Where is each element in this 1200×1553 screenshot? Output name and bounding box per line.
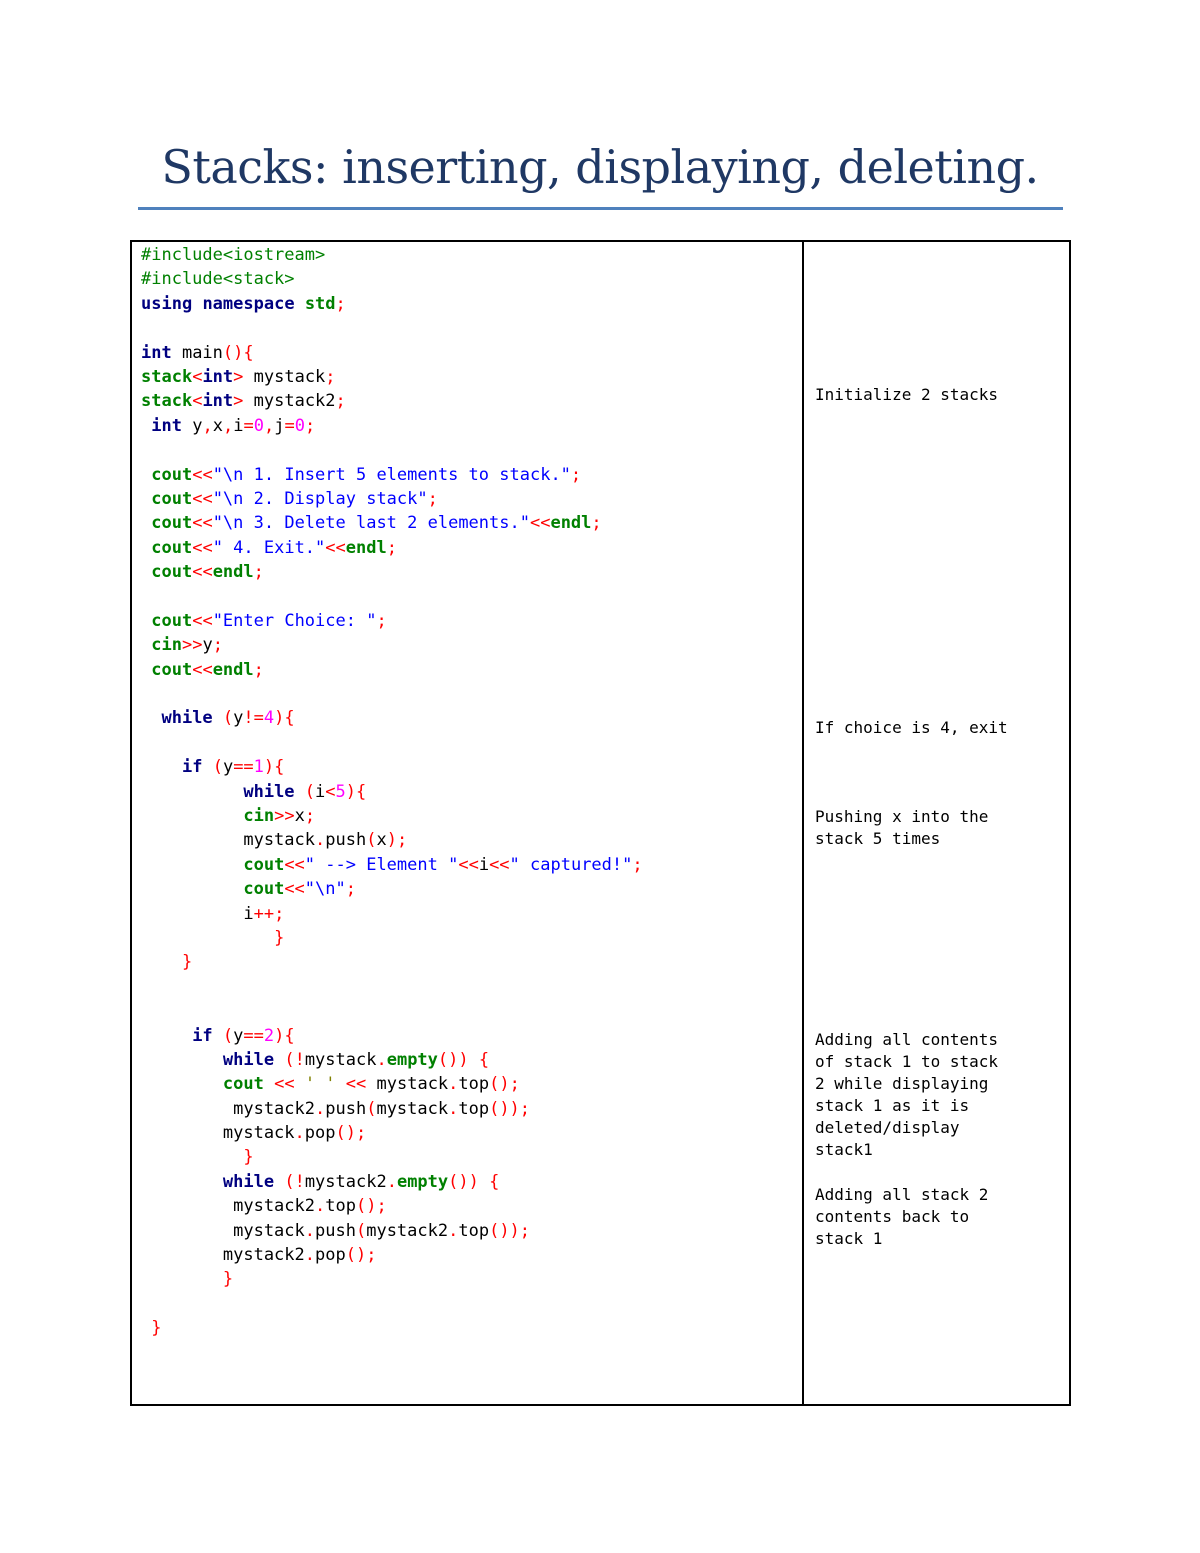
code-token: stack [141, 391, 193, 412]
code-token: . [304, 1220, 316, 1241]
code-token: 0 [253, 415, 264, 436]
code-token: top [458, 1074, 490, 1095]
code-token: << [284, 879, 305, 900]
code-token [469, 1050, 479, 1070]
code-token: >> [274, 805, 295, 826]
code-token [202, 757, 212, 777]
code-token: y [233, 1025, 244, 1046]
code-token: ; [304, 415, 316, 436]
code-token: ){ [263, 757, 285, 778]
code-line [141, 414, 643, 438]
code-token: ()); [489, 1098, 531, 1119]
code-token: ; [570, 464, 582, 485]
code-token: << [489, 854, 510, 875]
code-token: ()) [448, 1171, 479, 1192]
code-token: mystack [141, 830, 315, 851]
code-token: mystack [304, 1049, 377, 1070]
code-token: i [141, 903, 254, 924]
code-token [141, 611, 151, 631]
code-token [141, 708, 161, 728]
code-token: ( [366, 830, 377, 851]
code-token: (); [489, 1074, 520, 1095]
code-line [141, 292, 643, 316]
annotation-note [815, 717, 1008, 739]
code-token: ; [335, 293, 346, 314]
code-token: . [294, 1123, 305, 1144]
code-line [141, 463, 643, 487]
code-token [336, 1074, 346, 1094]
code-token: , [222, 415, 234, 436]
code-token [141, 465, 151, 485]
code-token: top [325, 1196, 356, 1217]
code-token: x [212, 415, 223, 436]
code-line [141, 341, 643, 365]
code-token: cout [222, 1074, 264, 1095]
code-token: ()); [489, 1220, 531, 1241]
code-line [141, 1219, 643, 1243]
code-line [141, 853, 643, 877]
code-token [295, 294, 305, 314]
code-token: top [458, 1220, 490, 1241]
code-line [141, 487, 643, 511]
code-token: y [181, 415, 203, 436]
code-token: cout [151, 488, 193, 509]
code-token: mystack2 [366, 1220, 449, 1241]
code-token: ; [253, 659, 264, 680]
code-token [141, 1050, 223, 1070]
code-token [141, 660, 151, 680]
code-token: << [192, 464, 213, 485]
code-token [141, 1269, 223, 1289]
code-token: x [294, 805, 305, 826]
code-token [141, 1074, 223, 1094]
code-token: mystack2 [141, 1196, 315, 1217]
code-token: endl [212, 659, 254, 680]
page-title: Stacks: inserting, displaying, deleting. [161, 140, 1039, 194]
code-token: int [151, 415, 182, 436]
code-token: while [222, 1049, 275, 1070]
code-line [141, 438, 643, 462]
code-line [141, 1048, 643, 1072]
code-token: . [386, 1171, 397, 1192]
code-token: > [233, 391, 244, 412]
code-token: << [529, 513, 551, 534]
code-token: = [284, 415, 295, 436]
code-token [141, 538, 151, 558]
code-token: >> [181, 635, 203, 656]
code-token: << [192, 488, 213, 509]
code-token: " 4. Exit." [212, 537, 326, 558]
code-token: pop [304, 1123, 336, 1144]
code-token [141, 562, 151, 582]
code-token: } [243, 1147, 254, 1168]
code-line [141, 316, 643, 340]
code-token: mystack2 [141, 1245, 305, 1266]
code-token: j [274, 415, 285, 436]
code-line [141, 609, 643, 633]
code-line [141, 267, 643, 291]
code-token: != [243, 708, 264, 729]
code-token [141, 1318, 151, 1338]
code-line [141, 780, 643, 804]
code-token: i [478, 854, 490, 875]
code-token: . [448, 1220, 459, 1241]
code-token: . [315, 1196, 326, 1217]
code-token: endl [550, 513, 592, 534]
code-token: == [233, 757, 254, 778]
code-token: << [192, 537, 213, 558]
code-line [141, 633, 643, 657]
code-token [295, 782, 305, 802]
code-line [141, 1024, 643, 1048]
annotation-line: Pushing x into the [815, 807, 989, 826]
code-line [141, 999, 643, 1023]
code-token: . [315, 1098, 326, 1119]
code-token: } [151, 1318, 162, 1339]
code-line [141, 902, 643, 926]
annotation-note [815, 806, 988, 850]
code-token: ; [304, 805, 316, 826]
code-token: y [202, 635, 213, 656]
code-token: . [376, 1049, 387, 1070]
code-line [141, 658, 643, 682]
code-token: (! [284, 1171, 305, 1192]
code-token: << [345, 1074, 367, 1095]
annotation-line: deleted/display [815, 1118, 960, 1137]
code-token: cout [151, 659, 193, 680]
code-token: mystack [141, 1220, 305, 1241]
code-token: > [233, 366, 244, 387]
code-token: ); [386, 830, 408, 851]
code-line [141, 243, 643, 267]
code-token: ' ' [304, 1074, 336, 1095]
code-token [213, 1026, 223, 1046]
code-token: << [192, 562, 213, 583]
code-token: ( [355, 1220, 367, 1241]
code-token: ; [591, 513, 602, 534]
code-token: < [192, 366, 203, 387]
code-token: , [202, 415, 213, 436]
code-token: << [192, 513, 213, 534]
code-token: . [448, 1098, 459, 1119]
code-token: endl [212, 562, 254, 583]
code-token: { [478, 1049, 490, 1070]
code-token: 2 [263, 1025, 275, 1046]
code-token: << [192, 610, 213, 631]
code-token: x [376, 830, 387, 851]
code-line [141, 731, 643, 755]
code-token: "\n" [304, 879, 346, 900]
code-token: 1 [253, 757, 264, 778]
code-token: empty [396, 1171, 449, 1192]
code-token: ; [335, 391, 346, 412]
annotation-line: Adding all contents [815, 1030, 999, 1049]
code-token: 0 [294, 415, 305, 436]
code-token: if [192, 1025, 213, 1046]
code-token: = [243, 415, 254, 436]
code-token: #include<stack> [141, 269, 295, 290]
code-token [295, 1074, 305, 1094]
code-token: ){ [274, 1025, 295, 1046]
code-token: y [222, 757, 234, 778]
annotation-line: contents back to [815, 1207, 970, 1226]
code-token: ( [222, 708, 234, 729]
code-token: mystack [366, 1074, 449, 1095]
code-token: mystack2 [304, 1171, 387, 1192]
annotation-note [815, 1029, 998, 1161]
code-token: #include<iostream> [141, 245, 326, 265]
code-token: ( [366, 1098, 377, 1119]
code-token: int [202, 366, 234, 387]
code-token [274, 1172, 284, 1192]
code-line [141, 1316, 643, 1340]
code-token: mystack [376, 1098, 449, 1119]
code-line [141, 1267, 643, 1291]
code-token: cout [243, 879, 285, 900]
code-token [141, 416, 151, 436]
code-token: { [489, 1171, 500, 1192]
code-line [141, 584, 643, 608]
code-token: < [325, 781, 336, 802]
code-token: top [458, 1098, 490, 1119]
annotation-line: stack 1 as it is [815, 1096, 970, 1115]
code-token [141, 855, 243, 875]
title-underline [138, 207, 1063, 210]
code-line [141, 877, 643, 901]
code-token: cout [151, 537, 193, 558]
code-token [141, 952, 182, 972]
code-token: == [243, 1025, 264, 1046]
code-token: (); [355, 1196, 387, 1217]
code-line [141, 682, 643, 706]
code-token: (); [335, 1123, 367, 1144]
code-token: namespace [202, 293, 295, 314]
code-token [141, 1172, 223, 1192]
code-token: pop [315, 1245, 346, 1266]
code-token: cin [151, 635, 182, 656]
code-token: ){ [345, 781, 367, 802]
code-token: ( [212, 757, 223, 778]
code-line [141, 706, 643, 730]
code-token: "\n 1. Insert 5 elements to stack." [212, 464, 571, 485]
code-token: if [181, 757, 203, 778]
code-token: mystack2 [243, 391, 336, 412]
code-token: push [325, 830, 367, 851]
code-token: ; [345, 879, 356, 900]
code-line [141, 1072, 643, 1096]
code-token: ; [376, 610, 387, 631]
code-token [141, 513, 151, 533]
code-line [141, 1145, 643, 1169]
code-token: ; [253, 562, 264, 583]
code-token: (); [345, 1245, 377, 1266]
code-line [141, 389, 643, 413]
code-token: ()) [437, 1049, 469, 1070]
code-token [213, 708, 223, 728]
code-line [141, 536, 643, 560]
annotation-line: 2 while displaying [815, 1074, 989, 1093]
code-token: . [448, 1074, 459, 1095]
annotation-line: stack 5 times [815, 829, 941, 848]
code-line [141, 1170, 643, 1194]
code-token: ){ [274, 708, 295, 729]
code-line [141, 1194, 643, 1218]
code-line [141, 560, 643, 584]
code-token: cout [151, 610, 193, 631]
code-token [141, 489, 151, 509]
annotation-note [815, 384, 998, 406]
code-token: "\n 3. Delete last 2 elements." [212, 513, 530, 534]
code-token: , [263, 415, 275, 436]
code-token: cout [151, 513, 193, 534]
annotation-line: If choice is 4, exit [815, 718, 1008, 737]
code-token: ; [427, 488, 438, 509]
code-token: ; [632, 854, 643, 875]
code-token [141, 635, 151, 655]
code-token: " captured!" [509, 854, 633, 875]
code-token: cout [151, 562, 193, 583]
code-token: y [233, 708, 244, 729]
code-token [141, 782, 243, 802]
code-token: (! [284, 1049, 305, 1070]
code-line [141, 365, 643, 389]
code-token: while [222, 1171, 275, 1192]
annotation-note [815, 1184, 988, 1250]
code-token: mystack [243, 366, 326, 387]
code-token: 5 [335, 781, 346, 802]
code-token: (){ [222, 342, 254, 363]
code-token [141, 757, 182, 777]
code-token: << [274, 1074, 295, 1095]
code-token: . [304, 1245, 316, 1266]
column-divider [802, 240, 804, 1406]
code-line [141, 975, 643, 999]
code-token: while [161, 708, 213, 729]
code-line [141, 511, 643, 535]
code-token: << [284, 854, 305, 875]
code-token: using [141, 293, 193, 314]
code-token: } [222, 1269, 234, 1290]
code-token: ; [212, 635, 223, 656]
code-token: mystack2 [141, 1098, 315, 1119]
code-token: ; [325, 366, 336, 387]
code-listing [141, 243, 643, 1341]
code-line [141, 1097, 643, 1121]
code-token: endl [345, 537, 387, 558]
code-token [479, 1172, 489, 1192]
code-token [141, 1147, 243, 1167]
code-token: cout [243, 854, 285, 875]
code-line [141, 804, 643, 828]
code-token: main [171, 342, 223, 363]
code-token: ++; [253, 903, 285, 924]
code-token: << [192, 659, 213, 680]
code-token: ( [304, 781, 316, 802]
code-line [141, 950, 643, 974]
code-token: i [315, 781, 326, 802]
code-token: "Enter Choice: " [212, 610, 377, 631]
annotation-line: of stack 1 to stack [815, 1052, 999, 1071]
code-token [141, 1026, 192, 1046]
code-token [274, 1050, 284, 1070]
code-token: int [141, 342, 172, 363]
code-token: < [192, 391, 203, 412]
code-token: } [274, 927, 285, 948]
code-line [141, 1292, 643, 1316]
code-token: i [233, 415, 244, 436]
code-token: push [315, 1220, 356, 1241]
code-token [264, 1074, 274, 1094]
code-token: 4 [263, 708, 275, 729]
code-line [141, 1121, 643, 1145]
code-line [141, 755, 643, 779]
code-token: mystack [141, 1123, 295, 1144]
code-token: empty [386, 1049, 438, 1070]
code-token: while [243, 781, 295, 802]
code-token: } [181, 952, 193, 973]
code-token [141, 806, 243, 826]
code-token: << [458, 854, 479, 875]
annotation-line: Adding all stack 2 [815, 1185, 989, 1204]
code-token: "\n 2. Display stack" [212, 488, 428, 509]
annotation-line: stack 1 [815, 1229, 883, 1248]
code-token [141, 928, 274, 948]
code-token: cout [151, 464, 193, 485]
code-token [192, 294, 202, 314]
code-token: . [315, 830, 326, 851]
code-token [141, 879, 243, 899]
code-token: stack [141, 366, 193, 387]
code-token: << [325, 537, 346, 558]
code-token: int [202, 391, 234, 412]
code-line [141, 1243, 643, 1267]
code-line [141, 926, 643, 950]
code-line [141, 828, 643, 852]
code-token: cin [243, 805, 275, 826]
code-token: ( [222, 1025, 234, 1046]
annotation-line: stack1 [815, 1140, 873, 1159]
annotation-line: Initialize 2 stacks [815, 385, 999, 404]
code-token: push [325, 1098, 367, 1119]
code-token: ; [386, 537, 397, 558]
code-token: " --> Element " [304, 854, 459, 875]
code-token: std [304, 293, 336, 314]
